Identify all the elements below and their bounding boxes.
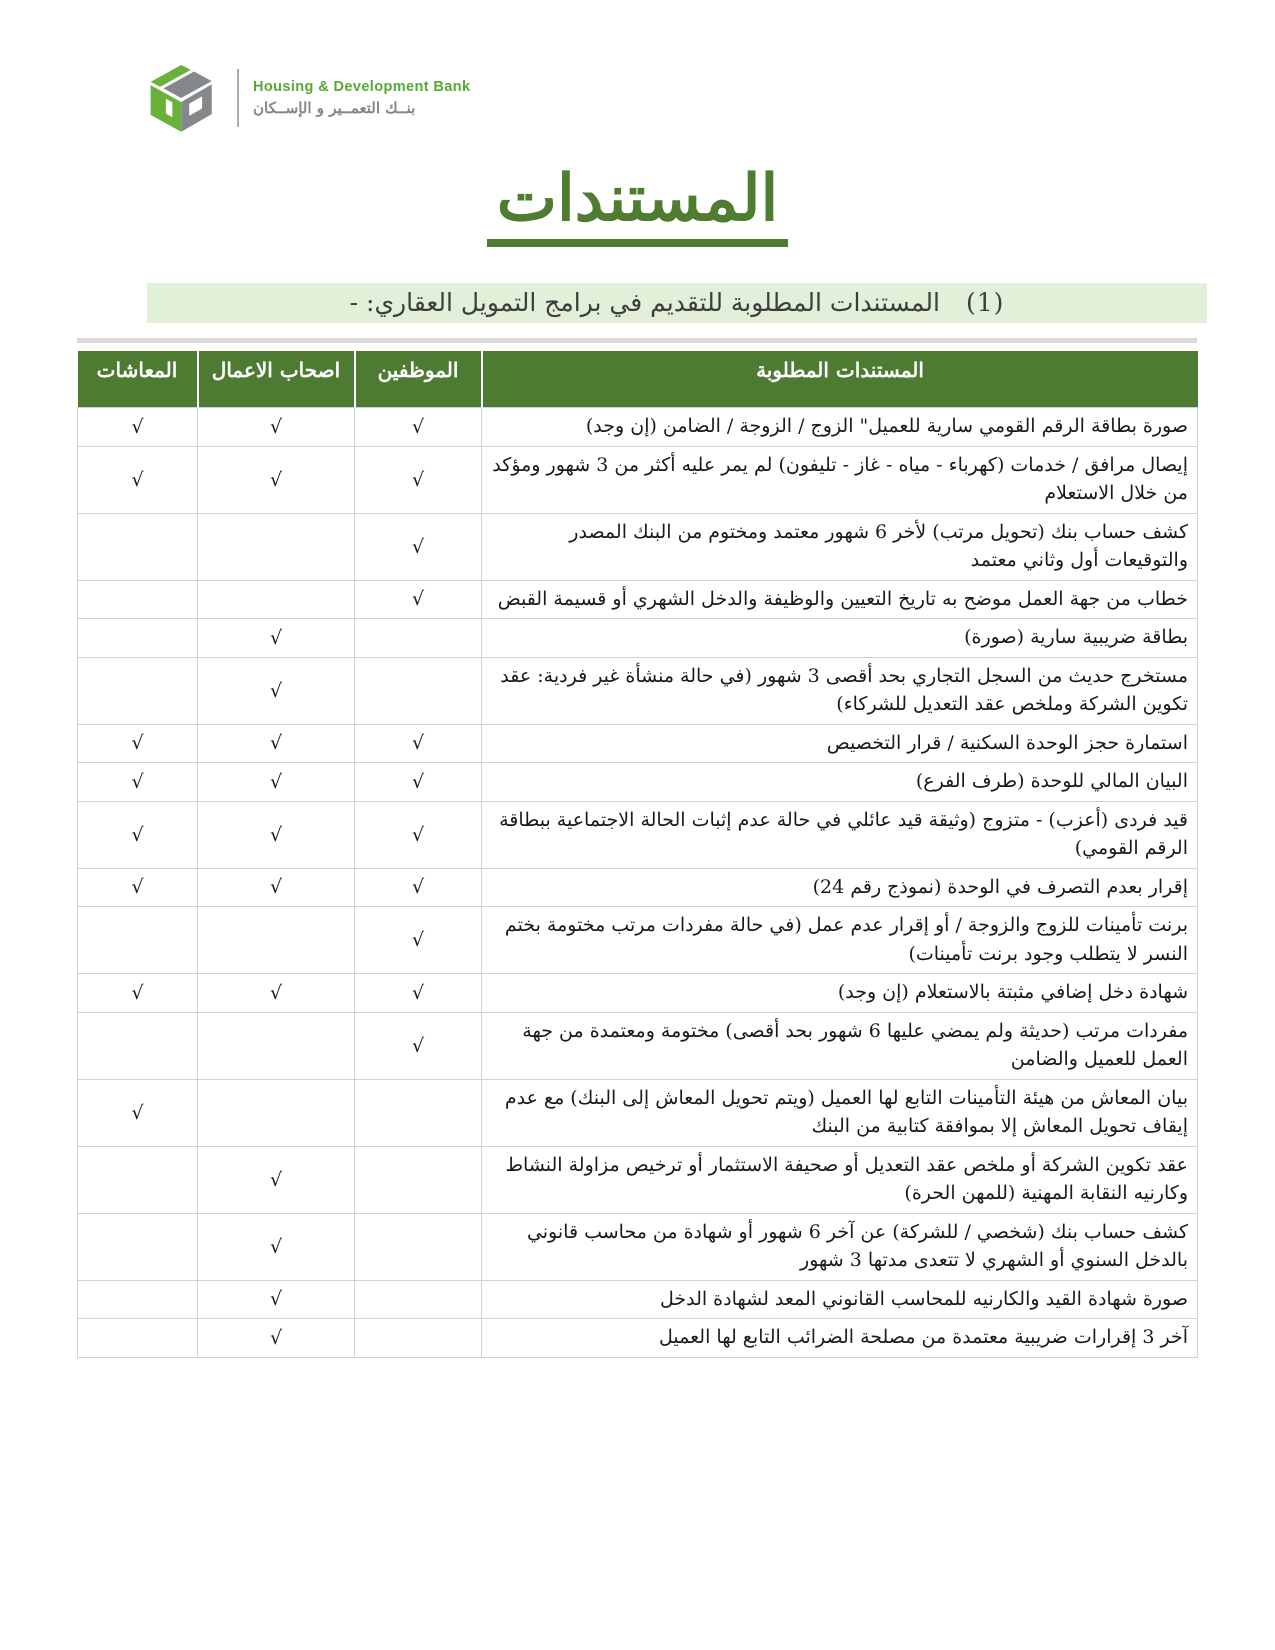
table-row <box>78 801 1198 868</box>
checkmark-cell-business_owners: √ <box>198 724 355 763</box>
empty-cell-employees <box>355 1213 482 1280</box>
checkmark-cell-business_owners: √ <box>198 446 355 513</box>
bank-logo <box>145 60 1275 136</box>
checkmark-cell-business_owners: √ <box>198 408 355 447</box>
empty-cell-employees <box>355 1319 482 1358</box>
checkmark-cell-employees: √ <box>355 974 482 1013</box>
checkmark-cell-pensions: √ <box>78 763 198 802</box>
table-row <box>78 1012 1198 1079</box>
empty-cell-business_owners <box>198 907 355 974</box>
document-name-cell: خطاب من جهة العمل موضح به تاريخ التعيين والوظيفة والدخل الشهري أو قسيمة القبض <box>482 580 1198 619</box>
table-row <box>78 907 1198 974</box>
section-number: (1) <box>965 288 1005 318</box>
document-name-cell: كشف حساب بنك (تحويل مرتب) لأخر 6 شهور معتمد ومختوم من البنك المصدر والتوقيعات أول وثاني معتمد <box>482 513 1198 580</box>
table-row <box>78 657 1198 724</box>
empty-cell-pensions <box>78 907 198 974</box>
checkmark-cell-pensions: √ <box>78 868 198 907</box>
documents-table <box>77 351 1198 1358</box>
checkmark-cell-business_owners: √ <box>198 801 355 868</box>
document-name-cell: بطاقة ضريبية سارية (صورة) <box>482 619 1198 658</box>
bank-cube-icon <box>145 61 227 135</box>
checkmark-cell-business_owners: √ <box>198 868 355 907</box>
checkmark-cell-employees: √ <box>355 408 482 447</box>
table-row <box>78 763 1198 802</box>
table-row <box>78 580 1198 619</box>
title-wrapper <box>0 162 1275 247</box>
empty-cell-employees <box>355 1079 482 1146</box>
logo-divider <box>237 69 239 127</box>
table-row <box>78 446 1198 513</box>
checkmark-cell-business_owners: √ <box>198 619 355 658</box>
empty-cell-employees <box>355 657 482 724</box>
checkmark-cell-employees: √ <box>355 580 482 619</box>
document-name-cell: مفردات مرتب (حديثة ولم يمضي عليها 6 شهور بحد أقصى) مختومة ومعتمدة من جهة العمل للعميل والضامن <box>482 1012 1198 1079</box>
checkmark-cell-business_owners: √ <box>198 1213 355 1280</box>
table-row <box>78 1213 1198 1280</box>
table-top-strip <box>77 338 1197 343</box>
document-name-cell: صورة بطاقة الرقم القومي سارية للعميل" الزوج / الزوجة / الضامن (إن وجد) <box>482 408 1198 447</box>
table-area <box>77 338 1197 1358</box>
document-name-cell: البيان المالي للوحدة (طرف الفرع) <box>482 763 1198 802</box>
empty-cell-employees <box>355 1146 482 1213</box>
empty-cell-pensions <box>78 513 198 580</box>
table-row <box>78 974 1198 1013</box>
column-header-pensions: المعاشات <box>78 351 198 408</box>
checkmark-cell-pensions: √ <box>78 446 198 513</box>
empty-cell-pensions <box>78 580 198 619</box>
document-name-cell: إقرار بعدم التصرف في الوحدة (نموذج رقم 24) <box>482 868 1198 907</box>
bank-name-arabic: بنــك التعمــير و الإســكان <box>253 99 416 117</box>
checkmark-cell-business_owners: √ <box>198 763 355 802</box>
checkmark-cell-business_owners: √ <box>198 974 355 1013</box>
checkmark-cell-pensions: √ <box>78 801 198 868</box>
checkmark-cell-employees: √ <box>355 724 482 763</box>
document-name-cell: برنت تأمينات للزوج والزوجة / أو إقرار عدم عمل (في حالة مفردات مرتب مختومة بختم النسر لا يتطلب وجود برنت تأمينات) <box>482 907 1198 974</box>
empty-cell-pensions <box>78 1319 198 1358</box>
document-name-cell: استمارة حجز الوحدة السكنية / قرار التخصيص <box>482 724 1198 763</box>
bank-name-english: Housing & Development Bank <box>253 79 471 95</box>
table-row <box>78 1280 1198 1319</box>
section-header <box>147 283 1207 323</box>
checkmark-cell-employees: √ <box>355 1012 482 1079</box>
empty-cell-business_owners <box>198 1079 355 1146</box>
checkmark-cell-employees: √ <box>355 446 482 513</box>
table-row <box>78 513 1198 580</box>
empty-cell-pensions <box>78 657 198 724</box>
checkmark-cell-pensions: √ <box>78 408 198 447</box>
document-name-cell: إيصال مرافق / خدمات (كهرباء - مياه - غاز - تليفون) لم يمر عليه أكثر من 3 شهور ومؤكد من خلال الاستعلام <box>482 446 1198 513</box>
empty-cell-employees <box>355 619 482 658</box>
document-name-cell: كشف حساب بنك (شخصي / للشركة) عن آخر 6 شهور أو شهادة من محاسب قانوني بالدخل السنوي أو الشهري لا تتعدى مدتها 3 شهور <box>482 1213 1198 1280</box>
empty-cell-pensions <box>78 1213 198 1280</box>
document-name-cell: صورة شهادة القيد والكارنيه للمحاسب القانوني المعد لشهادة الدخل <box>482 1280 1198 1319</box>
bank-name-block <box>253 79 470 117</box>
empty-cell-pensions <box>78 1012 198 1079</box>
empty-cell-business_owners <box>198 1012 355 1079</box>
document-name-cell: عقد تكوين الشركة أو ملخص عقد التعديل أو صحيفة الاستثمار أو ترخيص مزاولة النشاط وكارنيه النقابة المهنية (للمهن الحرة) <box>482 1146 1198 1213</box>
checkmark-cell-employees: √ <box>355 513 482 580</box>
empty-cell-pensions <box>78 619 198 658</box>
checkmark-cell-employees: √ <box>355 868 482 907</box>
table-header <box>78 351 1198 408</box>
table-row <box>78 868 1198 907</box>
checkmark-cell-business_owners: √ <box>198 1146 355 1213</box>
table-row <box>78 408 1198 447</box>
table-row <box>78 619 1198 658</box>
empty-cell-employees <box>355 1280 482 1319</box>
document-name-cell: آخر 3 إقرارات ضريبية معتمدة من مصلحة الضرائب التابع لها العميل <box>482 1319 1198 1358</box>
column-header-employees: الموظفين <box>355 351 482 408</box>
checkmark-cell-pensions: √ <box>78 1079 198 1146</box>
document-name-cell: قيد فردى (أعزب) - متزوج (وثيقة قيد عائلي في حالة عدم إثبات الحالة الاجتماعية ببطاقة الرقم القومي) <box>482 801 1198 868</box>
empty-cell-pensions <box>78 1280 198 1319</box>
column-header-doc: المستندات المطلوبة <box>482 351 1198 408</box>
checkmark-cell-pensions: √ <box>78 974 198 1013</box>
column-header-business_owners: اصحاب الاعمال <box>198 351 355 408</box>
table-row <box>78 724 1198 763</box>
checkmark-cell-business_owners: √ <box>198 1319 355 1358</box>
empty-cell-business_owners <box>198 513 355 580</box>
checkmark-cell-business_owners: √ <box>198 1280 355 1319</box>
checkmark-cell-business_owners: √ <box>198 657 355 724</box>
table-body <box>78 408 1198 1358</box>
page-title: المستندات <box>487 162 789 247</box>
document-name-cell: بيان المعاش من هيئة التأمينات التابع لها العميل (ويتم تحويل المعاش إلى البنك) مع عدم إيقاف تحويل المعاش إلا بموافقة كتابية من البنك <box>482 1079 1198 1146</box>
checkmark-cell-employees: √ <box>355 801 482 868</box>
section-title: المستندات المطلوبة للتقديم في برامج التمويل العقاري: - <box>349 288 940 318</box>
document-name-cell: شهادة دخل إضافي مثبتة بالاستعلام (إن وجد) <box>482 974 1198 1013</box>
checkmark-cell-employees: √ <box>355 907 482 974</box>
empty-cell-pensions <box>78 1146 198 1213</box>
empty-cell-business_owners <box>198 580 355 619</box>
checkmark-cell-pensions: √ <box>78 724 198 763</box>
table-row <box>78 1079 1198 1146</box>
header-row <box>78 351 1198 408</box>
table-row <box>78 1319 1198 1358</box>
table-row <box>78 1146 1198 1213</box>
checkmark-cell-employees: √ <box>355 763 482 802</box>
document-name-cell: مستخرج حديث من السجل التجاري بحد أقصى 3 شهور (في حالة منشأة غير فردية: عقد تكوين الشركة وملخص عقد التعديل للشركاء) <box>482 657 1198 724</box>
